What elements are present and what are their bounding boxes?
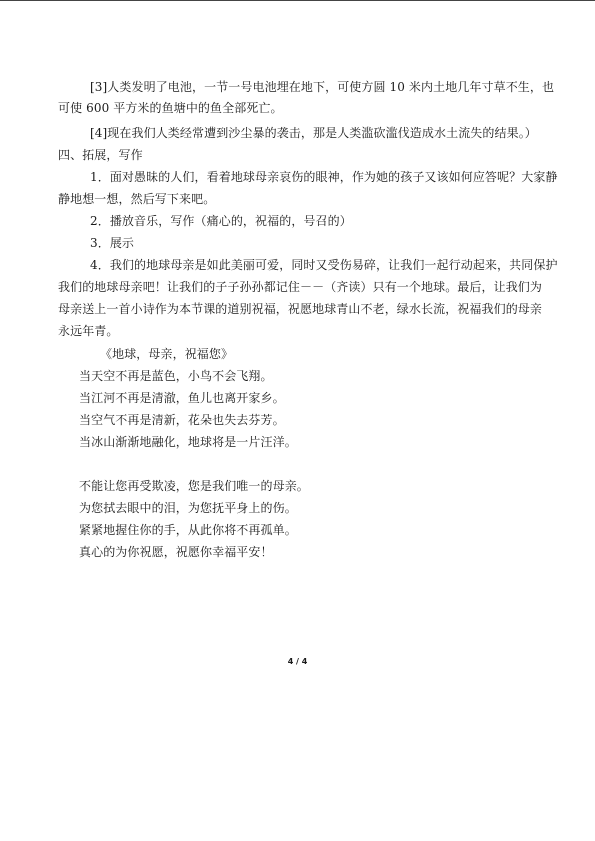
poem-line: 当江河不再是清澈，鱼儿也离开家乡。 [79, 391, 285, 405]
paragraph-line: 可使 600 平方米的鱼塘中的鱼全部死亡。 [58, 101, 283, 115]
paragraph-line: [3]人类发明了电池，一节一号电池埋在地下，可使方圆 10 米内土地几年寸草不生，也 [90, 80, 555, 94]
poem-line: 当冰山渐渐地融化，地球将是一片汪洋。 [79, 435, 297, 449]
poem-line: 当空气不再是清新，花朵也失去芬芳。 [79, 413, 285, 427]
paragraph-line: 永远年青。 [58, 324, 119, 338]
poem-line: 为您拭去眼中的泪，为您抚平身上的伤。 [79, 501, 297, 515]
paragraph-line: 静地想一想，然后写下来吧。 [58, 192, 216, 206]
page-number: 4 / 4 [287, 657, 308, 666]
paragraph-line: 母亲送上一首小诗作为本节课的道别祝福，祝愿地球青山不老，绿水长流，祝福我们的母亲 [58, 302, 543, 316]
paragraph-line: 1．面对愚昧的人们，看着地球母亲哀伤的眼神，作为她的孩子又该如何应答呢？大家静 [90, 170, 558, 184]
poem-line: 当天空不再是蓝色，小鸟不会飞翔。 [79, 369, 273, 383]
paragraph-line: 2．播放音乐，写作（痛心的，祝福的，号召的） [90, 214, 352, 228]
poem-line: 不能让您再受欺凌，您是我们唯一的母亲。 [79, 479, 309, 493]
poem-line: 紧紧地握住你的手，从此你将不再孤单。 [79, 523, 297, 537]
poem-line: 真心的为你祝愿，祝愿你幸福平安！ [79, 545, 273, 559]
paragraph-line: [4]现在我们人类经常遭到沙尘暴的袭击，那是人类滥砍滥伐造成水土流失的结果。） [90, 126, 537, 140]
paragraph-line: 4．我们的地球母亲是如此美丽可爱，同时又受伤易碎，让我们一起行动起来，共同保护 [90, 258, 558, 272]
section-heading: 四、拓展，写作 [58, 148, 143, 162]
paragraph-line: 我们的地球母亲吧！让我们的子子孙孙都记住－－（齐读）只有一个地球。最后，让我们为 [58, 280, 543, 294]
paragraph-line: 3．展示 [90, 236, 135, 250]
poem-title: 《地球，母亲，祝福您》 [100, 347, 234, 361]
